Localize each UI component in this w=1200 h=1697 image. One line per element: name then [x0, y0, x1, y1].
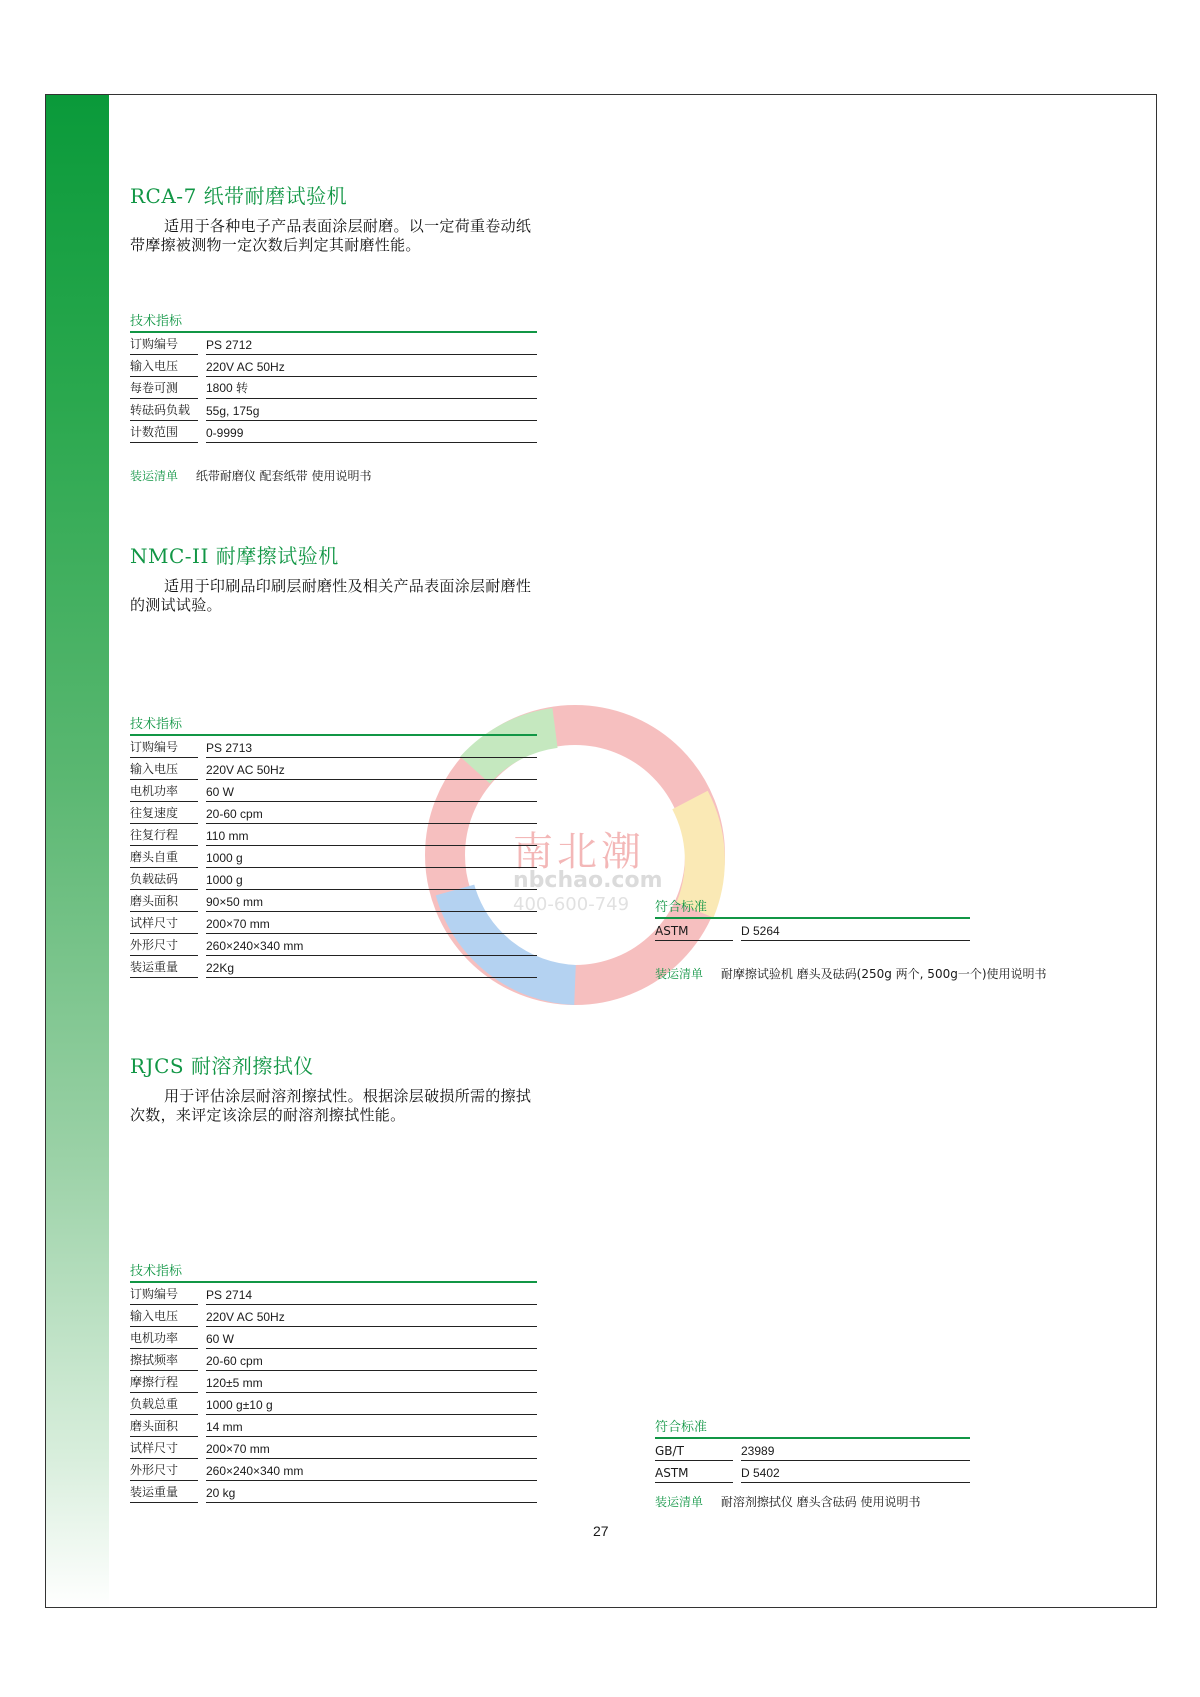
spec-key: 擦拭频率: [130, 1351, 198, 1371]
shipping-list: [655, 965, 1047, 982]
spec-row: [655, 1441, 970, 1461]
watermark-brand: 南北潮: [513, 829, 645, 875]
spec-value: 60 W: [206, 1332, 537, 1349]
spec-row: [130, 892, 537, 912]
spec-rows: [130, 1285, 537, 1503]
spec-row: [130, 870, 537, 890]
spec-key: 每卷可测: [130, 379, 198, 399]
spec-key: 磨头面积: [130, 1417, 198, 1437]
shipping-label: 装运清单: [655, 967, 704, 981]
spec-value: 0-9999: [206, 426, 537, 443]
spec-value: 1000 g±10 g: [206, 1398, 537, 1415]
spec-key: 磨头自重: [130, 848, 198, 868]
standards-rows: [655, 921, 970, 941]
spec-value: 110 mm: [206, 829, 537, 846]
spec-key: 外形尺寸: [130, 1461, 198, 1481]
spec-key: 电机功率: [130, 1329, 198, 1349]
spec-row: [655, 921, 970, 941]
spec-row: [130, 936, 537, 956]
spec-key: ASTM: [655, 1466, 733, 1483]
spec-row: [130, 782, 537, 802]
spec-row: [130, 1351, 537, 1371]
shipping-list: [130, 467, 371, 484]
spec-row: [130, 738, 537, 758]
spec-value: 1000 g: [206, 851, 537, 868]
standards-heading: 符合标准: [655, 896, 970, 919]
spec-value: 260×240×340 mm: [206, 939, 537, 956]
spec-row: [130, 1307, 537, 1327]
spec-row: [130, 1439, 537, 1459]
watermark-phone: 400-600-749: [513, 894, 630, 915]
standards-rows: [655, 1441, 970, 1483]
spec-value: D 5264: [741, 924, 970, 941]
spec-value: 14 mm: [206, 1420, 537, 1437]
standards-heading: 符合标准: [655, 1416, 970, 1439]
spec-row: [130, 914, 537, 934]
spec-table: [130, 1260, 537, 1503]
standards-table: [655, 896, 970, 941]
spec-key: ASTM: [655, 924, 733, 941]
spec-key: 试样尺寸: [130, 1439, 198, 1459]
spec-key: 外形尺寸: [130, 936, 198, 956]
spec-row: [130, 1461, 537, 1481]
spec-value: 23989: [741, 1444, 970, 1461]
spec-row: [130, 804, 537, 824]
spec-value: 220V AC 50Hz: [206, 360, 537, 377]
spec-row: [655, 1463, 970, 1483]
spec-heading: 技术指标: [130, 310, 537, 333]
spec-row: [130, 335, 537, 355]
spec-row: [130, 958, 537, 978]
shipping-list: [655, 1493, 920, 1510]
spec-key: 装运重量: [130, 958, 198, 978]
product-title: RCA-7 纸带耐磨试验机: [130, 184, 348, 208]
spec-key: 订购编号: [130, 335, 198, 355]
spec-value: 60 W: [206, 785, 537, 802]
shipping-label: 装运清单: [130, 469, 179, 483]
spec-row: [130, 1329, 537, 1349]
product-title: RJCS 耐溶剂擦拭仪: [130, 1054, 314, 1078]
spec-rows: [130, 738, 537, 978]
spec-table: [130, 713, 537, 978]
shipping-items: 耐溶剂擦拭仪 磨头含砝码 使用说明书: [720, 1495, 921, 1509]
spec-key: 往复速度: [130, 804, 198, 824]
spec-value: 1000 g: [206, 873, 537, 890]
spec-value: 20-60 cpm: [206, 807, 537, 824]
spec-key: 往复行程: [130, 826, 198, 846]
spec-value: 55g, 175g: [206, 404, 537, 421]
spec-value: 20 kg: [206, 1486, 537, 1503]
spec-key: 输入电压: [130, 357, 198, 377]
product-nmc2: [130, 540, 540, 615]
standards-table: [655, 1416, 970, 1483]
spec-heading: 技术指标: [130, 1260, 537, 1283]
spec-row: [130, 1373, 537, 1393]
spec-value: 120±5 mm: [206, 1376, 537, 1393]
product-description: 适用于印刷品印刷层耐磨性及相关产品表面涂层耐磨性的测试试验。: [130, 577, 532, 614]
spec-row: [130, 760, 537, 780]
spec-value: 220V AC 50Hz: [206, 1310, 537, 1327]
shipping-items: 耐摩擦试验机 磨头及砝码(250g 两个, 500g一个)使用说明书: [720, 967, 1047, 981]
spec-key: 负载总重: [130, 1395, 198, 1415]
spec-key: 装运重量: [130, 1483, 198, 1503]
spec-key: 摩擦行程: [130, 1373, 198, 1393]
spec-value: 22Kg: [206, 961, 537, 978]
spec-value: 220V AC 50Hz: [206, 763, 537, 780]
shipping-items: 纸带耐磨仪 配套纸带 使用说明书: [195, 469, 372, 483]
spec-key: 电机功率: [130, 782, 198, 802]
watermark-domain: nbchao.com: [513, 868, 663, 893]
product-title: NMC-II 耐摩擦试验机: [130, 544, 339, 568]
spec-value: D 5402: [741, 1466, 970, 1483]
product-description: 适用于各种电子产品表面涂层耐磨。以一定荷重卷动纸带摩擦被测物一定次数后判定其耐磨性能。: [130, 217, 532, 254]
spec-value: 1800 转: [206, 379, 537, 399]
spec-value: 200×70 mm: [206, 1442, 537, 1459]
product-description: 用于评估涂层耐溶剂擦拭性。根据涂层破损所需的擦拭次数，来评定该涂层的耐溶剂擦拭性能。: [130, 1087, 532, 1124]
spec-value: 20-60 cpm: [206, 1354, 537, 1371]
spec-key: 订购编号: [130, 1285, 198, 1305]
spec-key: 负载砝码: [130, 870, 198, 890]
spec-row: [130, 1285, 537, 1305]
product-rjcs: [130, 1050, 540, 1125]
spec-key: 磨头面积: [130, 892, 198, 912]
spec-row: [130, 1483, 537, 1503]
spec-key: 计数范围: [130, 423, 198, 443]
spec-value: 90×50 mm: [206, 895, 537, 912]
spec-row: [130, 848, 537, 868]
spec-heading: 技术指标: [130, 713, 537, 736]
spec-row: [130, 357, 537, 377]
spec-key: GB/T: [655, 1444, 733, 1461]
spec-key: 输入电压: [130, 760, 198, 780]
spec-row: [130, 1395, 537, 1415]
spec-row: [130, 379, 537, 399]
spec-value: PS 2714: [206, 1288, 537, 1305]
spec-row: [130, 1417, 537, 1437]
spec-key: 转砝码负载: [130, 401, 198, 421]
spec-row: [130, 826, 537, 846]
spec-value: PS 2713: [206, 741, 537, 758]
spec-value: 260×240×340 mm: [206, 1464, 537, 1481]
shipping-label: 装运清单: [655, 1495, 704, 1509]
spec-key: 试样尺寸: [130, 914, 198, 934]
spec-value: 200×70 mm: [206, 917, 537, 934]
spec-row: [130, 401, 537, 421]
spec-rows: [130, 335, 537, 443]
spec-value: PS 2712: [206, 338, 537, 355]
spec-table: [130, 310, 537, 443]
product-rca7: [130, 180, 540, 255]
page-number: 27: [593, 1523, 609, 1539]
spec-key: 输入电压: [130, 1307, 198, 1327]
spec-row: [130, 423, 537, 443]
spec-key: 订购编号: [130, 738, 198, 758]
